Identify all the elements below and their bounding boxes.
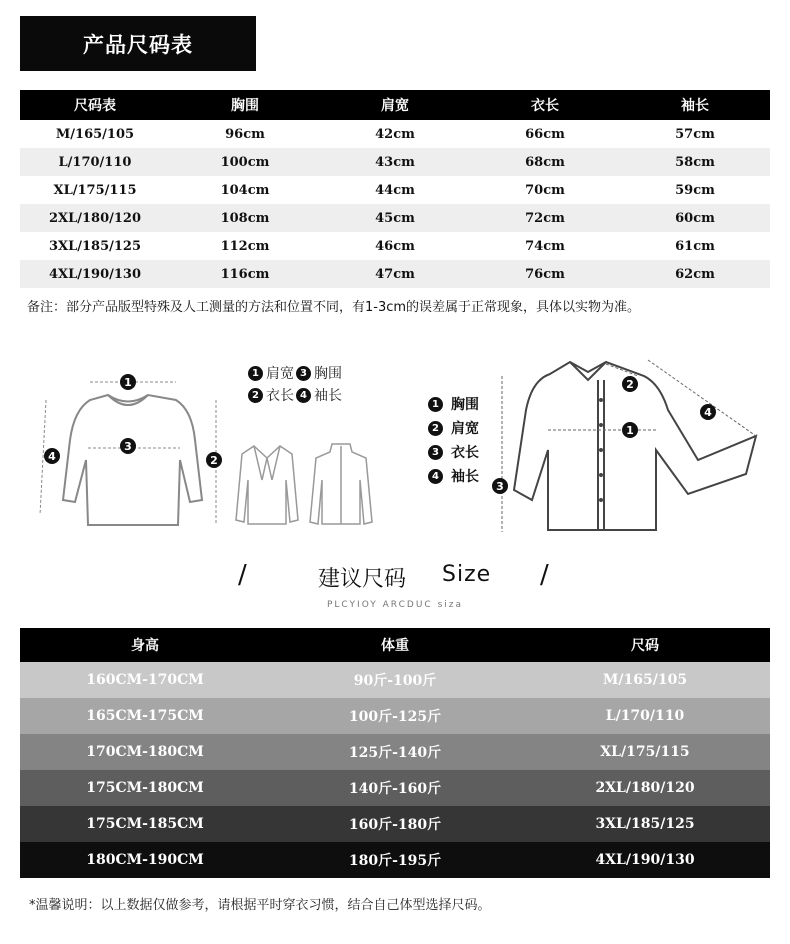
legend-label: 肩宽	[266, 366, 294, 382]
table-cell: 140斤-160斤	[348, 781, 442, 797]
table-cell: 100斤-125斤	[348, 709, 442, 725]
table-cell: 180斤-195斤	[348, 853, 442, 869]
column-header: 袖长	[681, 98, 709, 114]
table-cell: 3XL/185/125	[595, 816, 695, 832]
marker-1: 1	[124, 376, 132, 389]
legend-right	[428, 392, 479, 488]
table-cell: 76cm	[525, 266, 565, 282]
table-cell: 104cm	[220, 182, 270, 198]
table-row	[20, 842, 770, 878]
legend-label: 胸围	[451, 397, 479, 413]
blazer-sketch-icon	[232, 440, 302, 530]
badge: 1	[248, 366, 263, 381]
marker-2: 2	[210, 454, 218, 467]
table-cell: 43cm	[375, 154, 415, 170]
legend-label: 袖长	[314, 388, 342, 404]
badge: 3	[428, 445, 443, 460]
table-row	[20, 120, 770, 148]
column-header: 衣长	[531, 98, 559, 114]
column-header: 体重	[381, 638, 409, 654]
table-cell: 108cm	[220, 210, 270, 226]
table-cell: 58cm	[675, 154, 715, 170]
size-table	[20, 90, 770, 288]
table-cell: 2XL/180/120	[595, 780, 695, 796]
table-cell: 160CM-170CM	[86, 672, 204, 688]
legend-left	[248, 362, 342, 406]
marker-1: 1	[626, 424, 634, 437]
legend-label: 衣长	[451, 445, 479, 461]
badge: 3	[296, 366, 311, 381]
table-row	[20, 204, 770, 232]
table-row	[20, 148, 770, 176]
recommend-title	[0, 560, 790, 600]
table-cell: 3XL/185/125	[48, 238, 142, 254]
column-header: 肩宽	[381, 98, 409, 114]
page-title: 产品尺码表	[83, 32, 193, 57]
slash-divider: /	[540, 560, 549, 590]
badge: 4	[428, 469, 443, 484]
measurement-note: 备注：部分产品版型特殊及人工测量的方法和位置不同，有1-3cm的误差属于正常现象，具体以实物为准。	[27, 300, 641, 315]
table-cell: 44cm	[375, 182, 415, 198]
table-cell: 2XL/180/120	[48, 210, 142, 226]
recommend-table-header	[20, 628, 770, 662]
table-cell: 116cm	[220, 266, 270, 282]
table-cell: 90斤-100斤	[353, 673, 437, 689]
table-cell: 180CM-190CM	[86, 852, 204, 868]
recommend-note: *温馨说明：以上数据仅做参考，请根据平时穿衣习惯，结合自己体型选择尺码。	[29, 898, 491, 913]
marker-3: 3	[496, 480, 504, 493]
table-cell: 165CM-175CM	[86, 708, 204, 724]
table-cell: 175CM-185CM	[86, 816, 204, 832]
recommend-subtitle: PLCYIOY ARCDUC siza	[326, 600, 463, 610]
table-cell: 62cm	[675, 266, 715, 282]
table-cell: 125斤-140斤	[348, 745, 442, 761]
table-cell: 47cm	[375, 266, 415, 282]
table-cell: M/165/105	[602, 672, 688, 688]
table-row	[20, 662, 770, 698]
marker-4: 4	[48, 450, 56, 463]
badge: 1	[428, 397, 443, 412]
column-header: 胸围	[231, 98, 259, 114]
table-cell: 72cm	[525, 210, 565, 226]
table-cell: 57cm	[675, 126, 715, 142]
table-cell: 42cm	[375, 126, 415, 142]
legend-label: 袖长	[451, 469, 479, 485]
badge: 4	[296, 388, 311, 403]
marker-3: 3	[124, 440, 132, 453]
recommend-table	[20, 628, 770, 878]
column-header: 尺码	[631, 638, 659, 654]
marker-4: 4	[704, 406, 712, 419]
shirt-diagram	[488, 350, 768, 550]
table-cell: XL/175/115	[600, 744, 690, 760]
slash-divider: /	[238, 560, 247, 590]
table-cell: 100cm	[220, 154, 270, 170]
table-cell: 45cm	[375, 210, 415, 226]
table-cell: 66cm	[525, 126, 565, 142]
sweater-diagram	[30, 360, 260, 560]
badge: 2	[248, 388, 263, 403]
table-cell: 68cm	[525, 154, 565, 170]
table-cell: 59cm	[675, 182, 715, 198]
size-table-header	[20, 90, 770, 120]
table-row	[20, 260, 770, 288]
column-header: 尺码表	[74, 98, 116, 114]
table-cell: 74cm	[525, 238, 565, 254]
table-cell: 112cm	[220, 238, 270, 254]
table-cell: M/165/105	[55, 126, 135, 142]
table-cell: L/170/110	[605, 708, 685, 724]
legend-label: 肩宽	[451, 421, 479, 437]
table-cell: 4XL/190/130	[595, 852, 695, 868]
page-title-box	[20, 16, 256, 71]
recommend-title-cn: 建议尺码	[318, 567, 407, 592]
table-cell: 96cm	[225, 126, 265, 142]
badge: 2	[428, 421, 443, 436]
table-row	[20, 806, 770, 842]
table-row	[20, 698, 770, 734]
legend-label: 胸围	[314, 366, 342, 382]
table-cell: 61cm	[675, 238, 715, 254]
table-cell: L/170/110	[58, 154, 132, 170]
table-cell: 60cm	[675, 210, 715, 226]
table-cell: 4XL/190/130	[48, 266, 142, 282]
table-row	[20, 176, 770, 204]
table-row	[20, 232, 770, 260]
table-cell: 170CM-180CM	[86, 744, 204, 760]
table-cell: 160斤-180斤	[348, 817, 442, 833]
jacket-sketch-icon	[306, 440, 376, 530]
table-row	[20, 770, 770, 806]
table-cell: 46cm	[375, 238, 415, 254]
legend-label: 衣长	[266, 388, 294, 404]
marker-2: 2	[626, 378, 634, 391]
measurement-illustration	[0, 340, 790, 550]
table-cell: XL/175/115	[53, 182, 137, 198]
recommend-title-en: Size	[442, 562, 492, 587]
table-cell: 175CM-180CM	[86, 780, 204, 796]
table-cell: 70cm	[525, 182, 565, 198]
column-header: 身高	[131, 638, 159, 654]
table-row	[20, 734, 770, 770]
